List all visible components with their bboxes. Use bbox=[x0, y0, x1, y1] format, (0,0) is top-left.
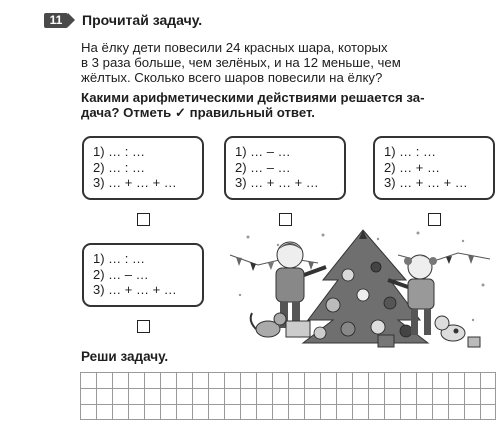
option-step: 2) … : … bbox=[93, 159, 146, 175]
option-step: 3) … + … + … bbox=[384, 175, 468, 190]
option-step: 1) … – … bbox=[235, 144, 291, 159]
task-number-badge: 11 bbox=[44, 13, 68, 28]
option-step: 2) … + … bbox=[384, 159, 440, 175]
question-line: Какими арифметическими действиями решается за- bbox=[81, 90, 425, 105]
option-step: 1) … : … bbox=[93, 144, 146, 159]
option-step: 2) … – … bbox=[93, 266, 149, 282]
option-step: 1) … : … bbox=[384, 144, 437, 159]
answer-grid[interactable] bbox=[80, 372, 496, 420]
question-line: дача? Отметь ✓ правильный ответ. bbox=[81, 105, 315, 121]
problem-line: в 3 раза больше, чем зелёных, и на 12 меньше, чем bbox=[81, 55, 401, 71]
option-step: 3) … + … + … bbox=[93, 282, 177, 297]
option-card-2 bbox=[224, 136, 346, 200]
task-heading: Прочитай задачу. bbox=[82, 12, 203, 28]
option-step: 3) … + … + … bbox=[235, 175, 319, 190]
question-text bbox=[81, 90, 496, 121]
option-step: 2) … – … bbox=[235, 159, 291, 175]
option-step: 3) … + … + … bbox=[93, 175, 177, 190]
task-number-arrow-icon bbox=[68, 13, 75, 27]
option-step: 1) … : … bbox=[93, 251, 146, 266]
problem-line: На ёлку дети повесили 24 красных шара, которых bbox=[81, 40, 388, 55]
solve-label: Реши задачу. bbox=[81, 349, 169, 364]
option-card-4 bbox=[82, 243, 204, 307]
problem-text bbox=[81, 40, 496, 86]
option-card-3 bbox=[373, 136, 495, 200]
option-card-1 bbox=[82, 136, 204, 200]
problem-line: жёлтых. Сколько всего шаров повесили на ёлку? bbox=[81, 70, 383, 86]
option-4-checkbox[interactable] bbox=[137, 320, 150, 333]
option-1-checkbox[interactable] bbox=[137, 213, 150, 226]
christmas-tree-illustration bbox=[228, 225, 496, 353]
